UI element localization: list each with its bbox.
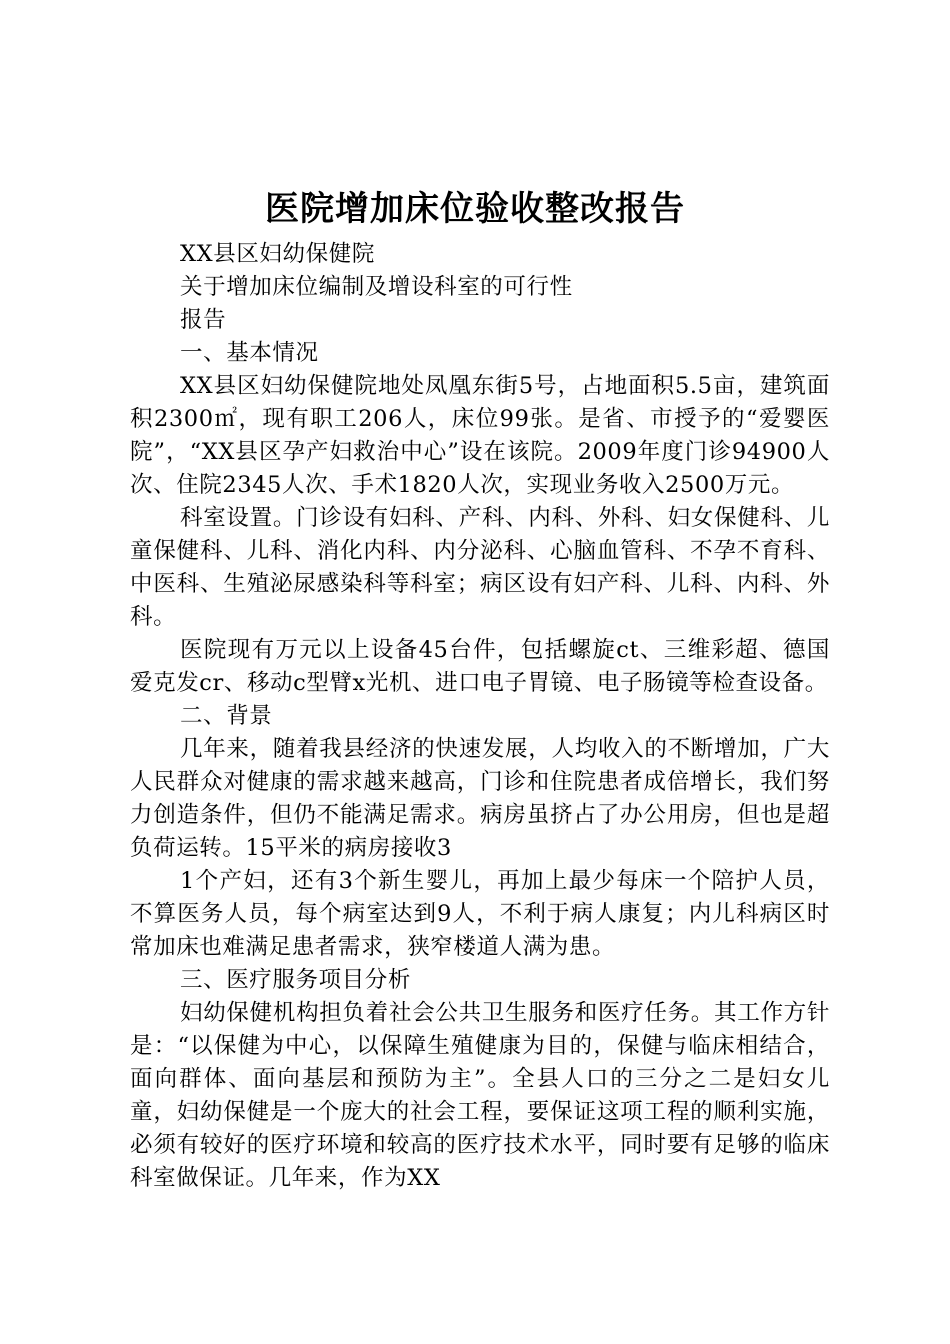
paragraph-hospital-name: XX县区妇幼保健院 [180,241,375,267]
paragraph-subject: 关于增加床位编制及增设科室的可行性 [180,274,573,300]
paragraph-report: 报告 [180,307,227,333]
paragraph-basic-info: XX县区妇幼保健院地处凤凰东街5号，占地面积5.5亩，建筑面积2300㎡，现有职工206人，床位99张。是省、市授予的“爱婴医院”，“XX县区孕产妇救治中心”设在该院。2009年度门诊94900人次、住院2345人次、手术1820人次，实现业务收入2500万元。 [130,373,830,498]
paragraph-equipment: 医院现有万元以上设备45台件，包括螺旋ct、三维彩超、德国爱克发cr、移动c型臂x光机、进口电子胃镜、电子肠镜等检查设备。 [130,637,830,696]
section-heading-background: 二、背景 [180,703,273,729]
paragraph-ward-conditions: 1个产妇，还有3个新生婴儿，再加上最少每床一个陪护人员，不算医务人员，每个病室达到9人，不利于病人康复；内儿科病区时常加床也难满足患者需求，狭窄楼道人满为患。 [130,868,830,960]
paragraph-services: 妇幼保健机构担负着社会公共卫生服务和医疗任务。其工作方针是：“以保健为中心，以保障生殖健康为目的，保健与临床相结合，面向群体、面向基层和预防为主”。全县人口的三分之二是妇女儿童，妇幼保健是一个庞大的社会工程，要保证这项工程的顺利实施，必须有较好的医疗环境和较高的医疗技术水平，同时要有足够的临床科室做保证。几年来，作为XX [130,1000,830,1191]
paragraph-background: 几年来，随着我县经济的快速发展，人均收入的不断增加，广大人民群众对健康的需求越来越高，门诊和住院患者成倍增长，我们努力创造条件，但仍不能满足需求。病房虽挤占了办公用房，但也是超负荷运转。15平米的病房接收3 [130,736,830,861]
document-title: 医院增加床位验收整改报告 [265,189,685,229]
section-heading-services: 三、医疗服务项目分析 [180,967,412,993]
section-heading-basic: 一、基本情况 [180,340,319,366]
document-body [130,238,830,1195]
paragraph-departments: 科室设置。门诊设有妇科、产科、内科、外科、妇女保健科、儿童保健科、儿科、消化内科、内分泌科、心脑血管科、不孕不育科、中医科、生殖泌尿感染科等科室；病区设有妇产科、儿科、内科、外科。 [130,505,830,630]
